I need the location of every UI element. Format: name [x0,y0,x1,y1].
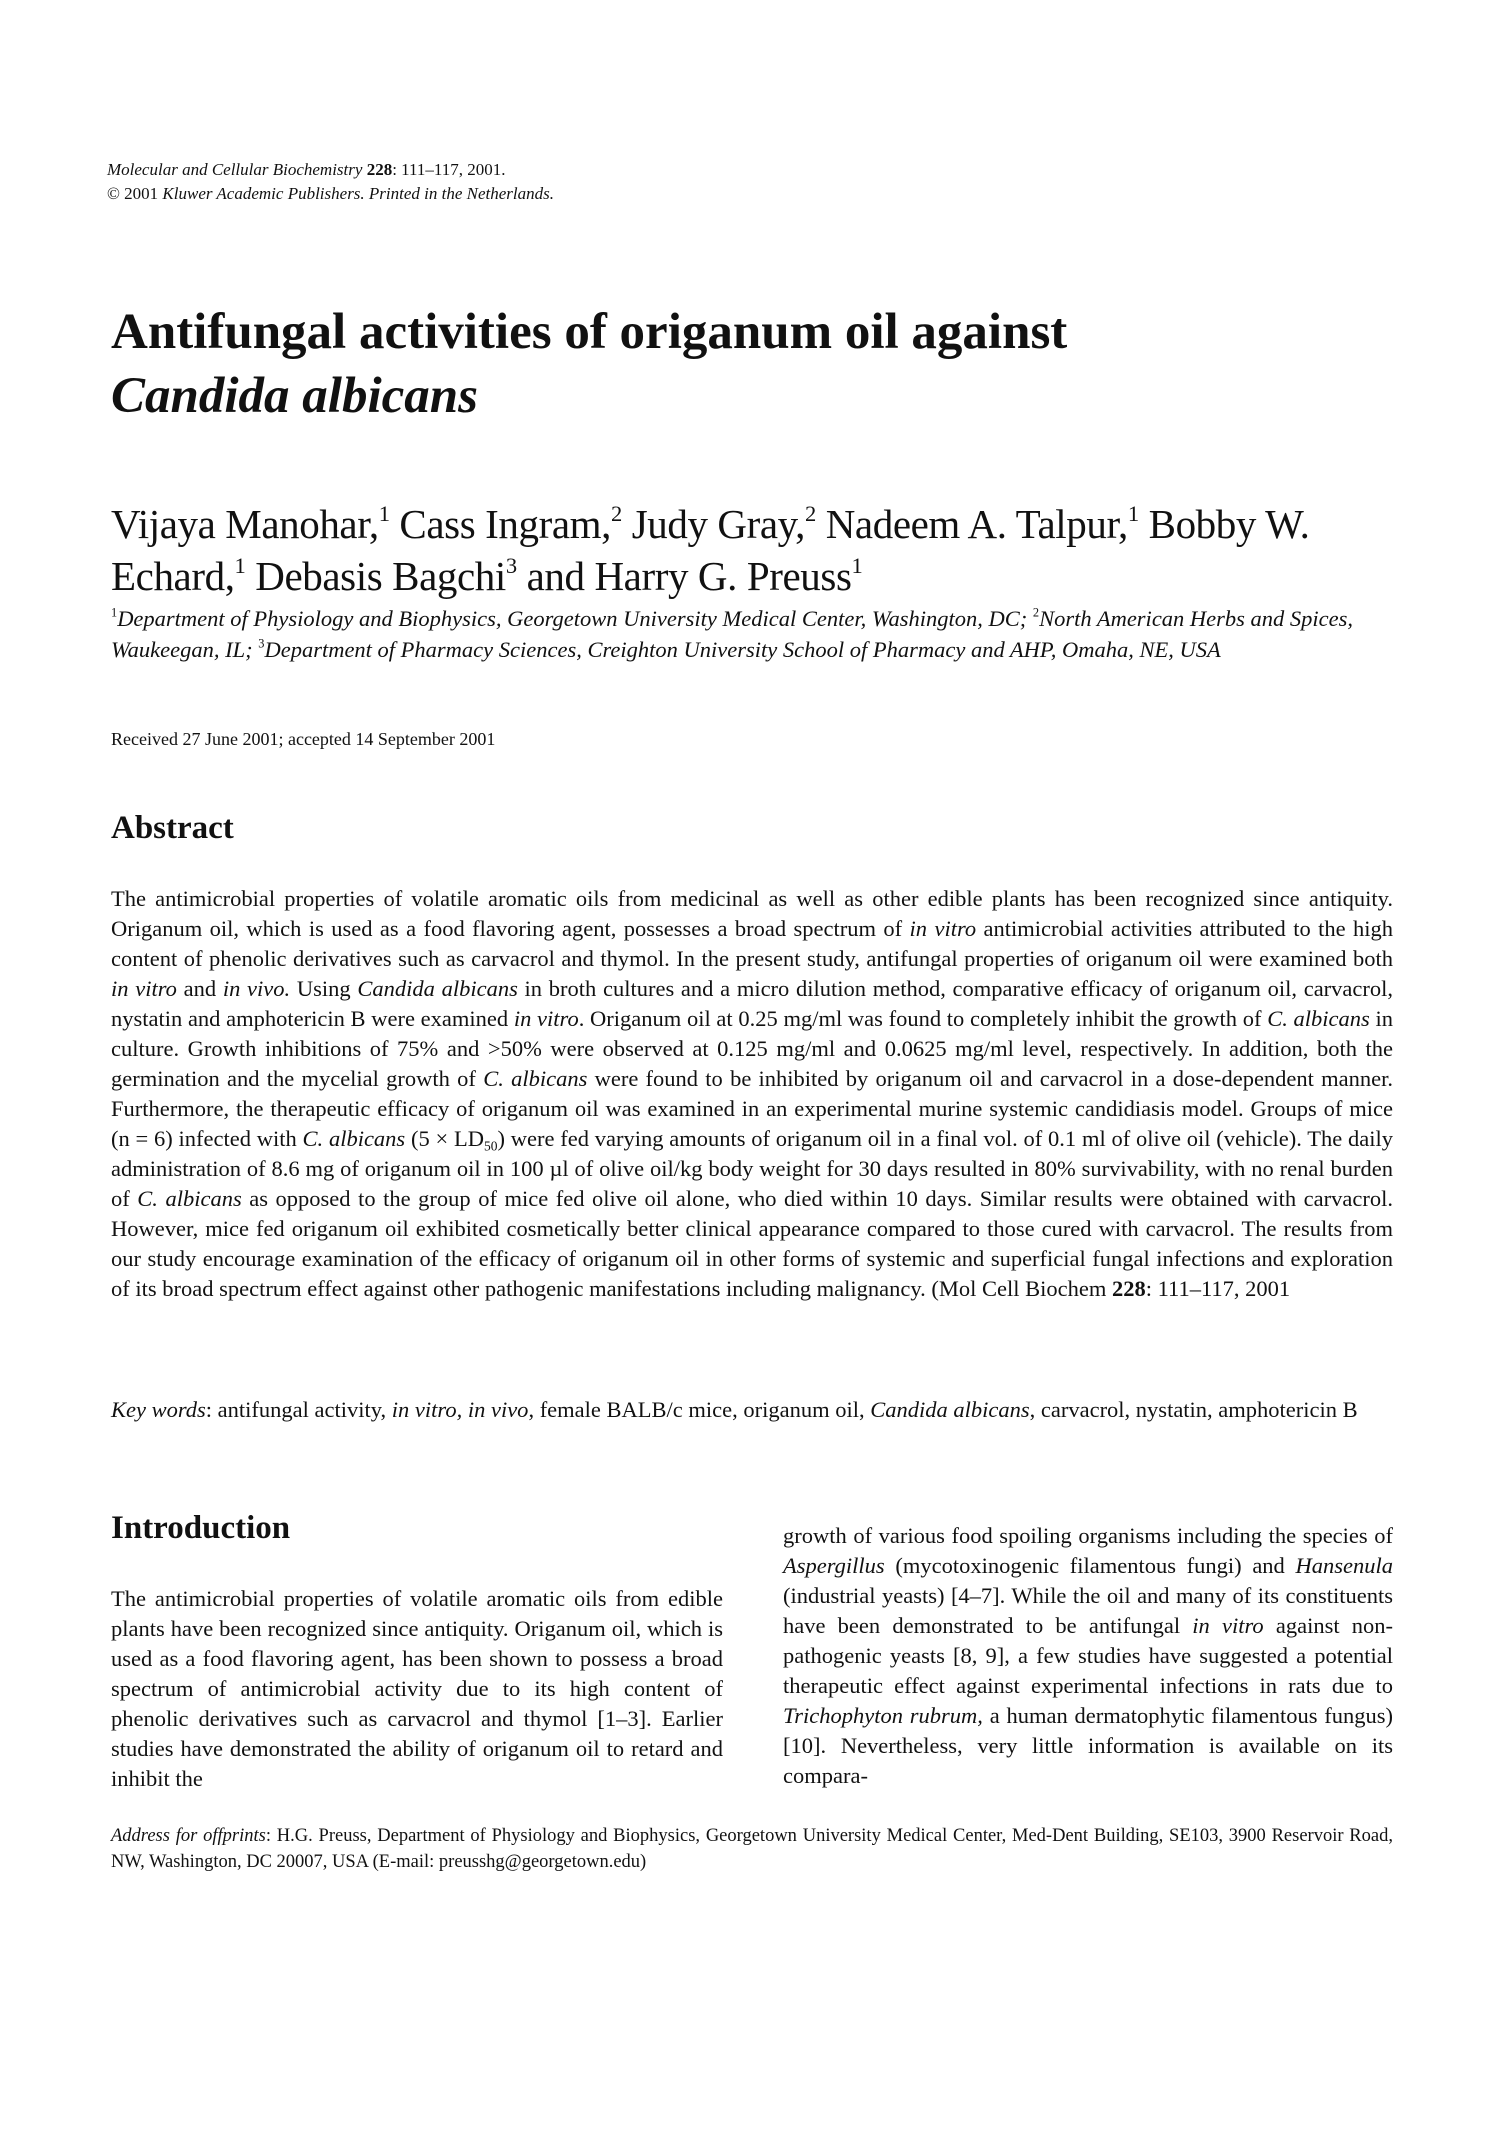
intro-segment: a human dermatophytic filamentous fungus) [10]. Nevertheless, very little information is available on its compara- [783,1703,1394,1788]
abstract-segment: The antimicrobial properties of volatile aromatic oils from medicinal as well as other edible plants has been recognized since antiquity. Origanum oil, which is used as a food flavoring agent, possesses a broad spectrum of [111,886,1393,941]
affiliation-mark: 3 [258,636,265,651]
author-name: Cass Ingram, [399,501,611,547]
title-line-2: Candida albicans [111,368,478,424]
author-name: Debasis Bagchi [255,553,506,599]
intro-segment: (mycotoxinogenic filamentous fungi) and [895,1553,1285,1578]
affiliation-1: Department of Physiology and Biophysics, Georgetown University Medical Center, Washington, DC; [117,606,1028,631]
intro-segment: against non-pathogenic yeasts [8, 9], a few studies have suggested a potential therapeutic effect against experimental infections in rats due to [783,1613,1394,1698]
footnote-text: : H.G. Preuss, Department of Physiology and Biophysics, Georgetown University Medical Center, Med-Dent Building, SE103, 3900 Reservoir Road, NW, Washington, DC 20007, USA (E-mail: preusshg@georgetown.edu) [111,1826,1393,1872]
abstract-segment: Using [296,976,351,1001]
intro-segment: growth of various food spoiling organisms including the species of [783,1523,1393,1548]
abstract-italic: C. albicans [483,1066,588,1091]
author-name: Bobby W. Echard, [111,501,1310,599]
keywords-label: Key words [111,1397,206,1422]
affiliation-3: Department of Pharmacy Sciences, Creighton University School of Pharmacy and AHP, Omaha, NE, USA [264,637,1221,662]
introduction-right-column [783,1521,1393,1791]
author-affiliation-mark: 3 [505,553,517,579]
abstract-italic: in vitro [111,976,177,1001]
received-dates: Received 27 June 2001; accepted 14 September 2001 [111,729,496,749]
author-name: Nadeem A. Talpur, [825,501,1128,547]
abstract-segment: were found to be inhibited by origanum oil and carvacrol in a dose-dependent manner. Furthermore, the therapeutic efficacy of origanum oil was examined in an experimental murine systemic candidiasis model. Groups of mice (n = 6) infected with [111,1066,1394,1151]
author-list [111,498,1411,602]
abstract-segment: (5 × LD [410,1126,484,1151]
journal-pages-year: : 111–117, 2001. [392,160,506,179]
keywords-segment: : antifungal activity, [205,1397,387,1422]
author-affiliation-mark: 1 [378,501,390,527]
abstract-italic: C. albicans [1267,1006,1370,1031]
abstract-segment: as opposed to the group of mice fed olive oil alone, who died within 10 days. Similar results were obtained with carvacrol. However, mice fed origanum oil exhibited cosmetically better clinical appearance compared to those cured with carvacrol. The results from our study encourage examination of the efficacy of origanum oil in other forms of systemic and superficial fungal infections and exploration of its broad spectrum effect against other pathogenic manifestations including malignancy. (Mol Cell Biochem [111,1186,1393,1301]
introduction-left-column: The antimicrobial properties of volatile aromatic oils from edible plants have been recognized since antiquity. Origanum oil, which is used as a food flavoring agent, has been shown to possess a broad spectrum of antimicrobial activity due to its high content of phenolic derivatives such as carvacrol and thymol [1–3]. Earlier studies have demonstrated the ability of origanum oil to retard and inhibit the [111,1586,723,1791]
author-name: and Harry G. Preuss [526,553,852,599]
abstract-italic: in vitro [513,1006,579,1031]
offprint-address-footnote [111,1823,1393,1875]
author-affiliation-mark: 2 [804,501,816,527]
intro-italic: Hansenula [1295,1553,1393,1578]
abstract-segment: in culture. Growth inhibitions of 75% and >50% were observed at 0.125 mg/ml and 0.0625 mg/ml level, respectively. In addition, both the germination and the mycelial growth of [111,1006,1394,1091]
publisher-line: Kluwer Academic Publishers. Printed in the Netherlands. [162,184,555,203]
abstract-italic: in vitro [909,916,977,941]
abstract-italic: in vivo. [222,976,291,1001]
abstract-segment: ) were fed varying amounts of origanum oil in a final vol. of 0.1 ml of olive oil (vehicle). The daily administration of 8.6 mg of origanum oil in 100 µl of olive oil/kg body weight for 30 days resulted in 80% survivability, with no renal burden of [111,1126,1393,1211]
affiliation-2: North American Herbs and Spices, Waukeegan, IL; [111,606,1354,662]
abstract-segment: and [183,976,217,1001]
footnote-label: Address for offprints [111,1826,266,1846]
journal-copyright [107,182,554,206]
keywords-italic: in vitro, in vivo [391,1397,529,1422]
author-name: Judy Gray, [631,501,805,547]
intro-italic: Trichophyton rubrum, [783,1703,983,1728]
title-line-1: Antifungal activities of origanum oil against [111,304,1068,360]
author-affiliation-mark: 1 [851,553,863,579]
journal-volume: 228 [366,160,393,179]
copyright-year: © 2001 [107,184,159,203]
affiliations [111,603,1401,665]
abstract-italic: Candida albicans [357,976,518,1001]
abstract-bold: 228 [1112,1276,1146,1301]
keywords-segment: , carvacrol, nystatin, amphotericin B [1029,1397,1358,1422]
abstract-segment: in broth cultures and a micro dilution method, comparative efficacy of origanum oil, carvacrol, nystatin and amphotericin B were examined [111,976,1394,1031]
author-affiliation-mark: 1 [1127,501,1139,527]
abstract-italic: C. albicans [302,1126,406,1151]
author-name: Vijaya Manohar, [111,501,379,547]
affiliation-mark: 1 [111,605,118,620]
keywords-italic: Candida albicans [870,1397,1030,1422]
journal-header [107,158,554,206]
journal-name: Molecular and Cellular Biochemistry [107,160,363,179]
abstract-italic: C. albicans [137,1186,242,1211]
article-title [111,300,1411,428]
intro-italic: in vitro [1192,1613,1264,1638]
author-affiliation-mark: 1 [234,553,246,579]
abstract-text [111,884,1393,1304]
abstract-segment: : 111–117, 2001 [1145,1276,1291,1301]
intro-italic: Aspergillus [783,1553,885,1578]
abstract-heading: Abstract [111,810,234,846]
author-affiliation-mark: 2 [610,501,622,527]
journal-citation [107,158,554,182]
keywords-segment: , female BALB/c mice, origanum oil, [528,1397,865,1422]
affiliation-mark: 2 [1032,605,1040,620]
intro-segment: (industrial yeasts) [4–7]. While the oil and many of its constituents have been demonstrated to be antifungal [783,1583,1393,1638]
keywords [111,1395,1393,1425]
abstract-segment: antimicrobial activities attributed to the high content of phenolic derivatives such as carvacrol and thymol. In the present study, antifungal properties of origanum oil were examined both [111,916,1394,971]
abstract-segment: . Origanum oil at 0.25 mg/ml was found to completely inhibit the growth of [578,1006,1262,1031]
introduction-heading: Introduction [111,1510,291,1546]
abstract-subscript: 50 [483,1138,498,1154]
